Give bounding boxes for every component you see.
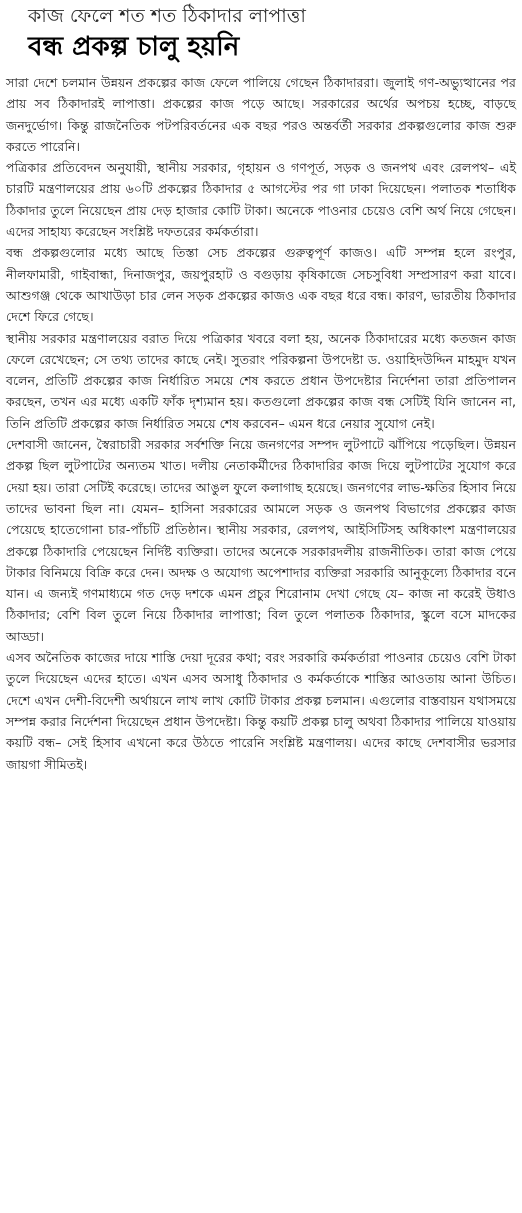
article-paragraph: সারা দেশে চলমান উন্নয়ন প্রকল্পের কাজ ফেলে পালিয়ে গেছেন ঠিকাদাররা। জুলাই গণ-অভ্যুত্থানের পর প্রায় সব ঠিকাদারই লাপাত্তা। প্রকল্পের কাজ পড়ে আছে। সরকারের অর্থের অপচয় হচ্ছে, বাড়ছে জনদুর্ভোগ। কিন্তু রাজনৈতিক পটপরিবর্তনের এক বছর পরও অন্তর্বর্তী সরকার প্রকল্পগুলোর কাজ শুরু করতে পারেনি। xyxy=(6,75,516,154)
article-paragraph: দেশবাসী জানেন, স্বৈরাচারী সরকার সর্বশক্তি নিয়ে জনগণের সম্পদ লুটপাটে ঝাঁপিয়ে পড়েছিল। উন্নয়ন প্রকল্প ছিল লুটপাটের অন্যতম খাত। দলীয় নেতাকর্মীদের ঠিকাদারির কাজ দিয়ে লুটপাটের সুযোগ করে দেয়া হয়। তারা সেটিই করেছে। তাদের আঙুল ফুলে কলাগাছ হয়েছে। জনগণের লাভ-ক্ষতির হিসাব নিয়ে তাদের ভাবনা ছিল না। যেমন– হাসিনা সরকারের আমলে সড়ক ও জনপথ বিভাগের প্রকল্পের কাজ পেয়েছে হাতেগোনা চার-পাঁচটি প্রতিষ্ঠান। স্থানীয় সরকার, রেলপথ, আইসিটিসহ অধিকাংশ মন্ত্রণালয়ের প্রকল্পে ঠিকাদারি পেয়েছেন নির্দিষ্ট ব্যক্তিরা। তাদের অনেকে সরকারদলীয় রাজনীতিক। তারা কাজ পেয়ে টাকার বিনিময়ে বিক্রি করে দেন। অদক্ষ ও অযোগ্য অপেশাদার ব্যক্তিরা সরকারি আনুকূল্যে ঠিকাদার বনে যান। এ জন্যই গণমাধ্যমে গত দেড় দশকে এমন প্রচুর শিরোনাম দেখা গেছে যে– কাজ না করেই উধাও ঠিকাদার; বেশি বিল তুলে নিয়ে ঠিকাদার লাপাত্তা; বিল তুলে পলাতক ঠিকাদার, স্কুলে বসে মাদকের আড্ডা। xyxy=(6,437,516,644)
article-paragraph: স্থানীয় সরকার মন্ত্রণালয়ের বরাত দিয়ে পত্রিকার খবরে বলা হয়, অনেক ঠিকাদারের মধ্যে কতজন কাজ ফেলে রেখেছেন; সে তথ্য তাদের কাছে নেই। সুতরাং পরিকল্পনা উপদেষ্টা ড. ওয়াহিদউদ্দিন মাহমুদ যখন বলেন, প্রতিটি প্রকল্পের কাজ নির্ধারিত সময়ে শেষ করতে প্রধান উপদেষ্টার নির্দেশনা তারা প্রতিপালন করছেন, তখন এর মধ্যে একটি ফাঁক দৃশ্যমান হয়। কতগুলো প্রকল্পের কাজ বন্ধ সেটিই যিনি জানেন না, তিনি প্রতিটি প্রকল্পের কাজ নির্ধারিত সময়ে শেষ করবেন– এমন ধরে নেয়ার সুযোগ নেই। xyxy=(6,330,516,431)
article-paragraph: বন্ধ প্রকল্পগুলোর মধ্যে আছে তিস্তা সেচ প্রকল্পের গুরুত্বপূর্ণ কাজও। এটি সম্পন্ন হলে রংপুর, নীলফামারী, গাইবান্ধা, দিনাজপুর, জয়পুরহাট ও বগুড়ায় কৃষিকাজে সেচসুবিধা সম্প্রসারণ করা যাবে। আশুগঞ্জ থেকে আখাউড়া চার লেন সড়ক প্রকল্পের কাজও এক বছর ধরে বন্ধ। কারণ, ভারতীয় ঠিকাদার দেশে ফিরে গেছে। xyxy=(6,245,516,325)
article-paragraph: পত্রিকার প্রতিবেদন অনুযায়ী, স্থানীয় সরকার, গৃহায়ন ও গণপূর্ত, সড়ক ও জনপথ এবং রেলপথ– এই চারটি মন্ত্রণালয়ের প্রায় ৬০টি প্রকল্পের ঠিকাদার ৫ আগস্টের পর গা ঢাকা দিয়েছেন। পলাতক শতাধিক ঠিকাদার তুলে নিয়েছেন প্রায় দেড় হাজার কোটি টাকা। অনেকে পাওনার চেয়েও বেশি অর্থ নিয়ে গেছেন। এদের সাহায্য করেছেন সংশ্লিষ্ট দফতরের কর্মকর্তারা। xyxy=(6,160,516,240)
article-kicker: কাজ ফেলে শত শত ঠিকাদার লাপাত্তা xyxy=(28,5,306,27)
article-paragraph: এসব অনৈতিক কাজের দায়ে শাস্তি দেয়া দূরের কথা; বরং সরকারি কর্মকর্তারা পাওনার চেয়েও বেশি টাকা তুলে দিয়েছেন এদের হাতে। এখন এসব অসাধু ঠিকাদার ও কর্মকর্তাকে শাস্তির আওতায় আনা উচিত। দেশে এখন দেশী-বিদেশী অর্থায়নে লাখ লাখ কোটি টাকার প্রকল্প চলমান। এগুলোর বাস্তবায়ন যথাসময়ে সম্পন্ন করার নির্দেশনা দিয়েছেন প্রধান উপদেষ্টা। কিন্তু কয়টি প্রকল্প চালু অথবা ঠিকাদার পালিয়ে যাওয়ায় কয়টি বন্ধ– সেই হিসাব এখনো করে উঠতে পারেনি সংশ্লিষ্ট মন্ত্রণালয়। এদের কাছে দেশবাসীর ভরসার জায়গা সীমিতই। xyxy=(6,650,516,772)
article-body xyxy=(6,72,516,775)
article-headline: বন্ধ প্রকল্প চালু হয়নি xyxy=(28,32,240,62)
